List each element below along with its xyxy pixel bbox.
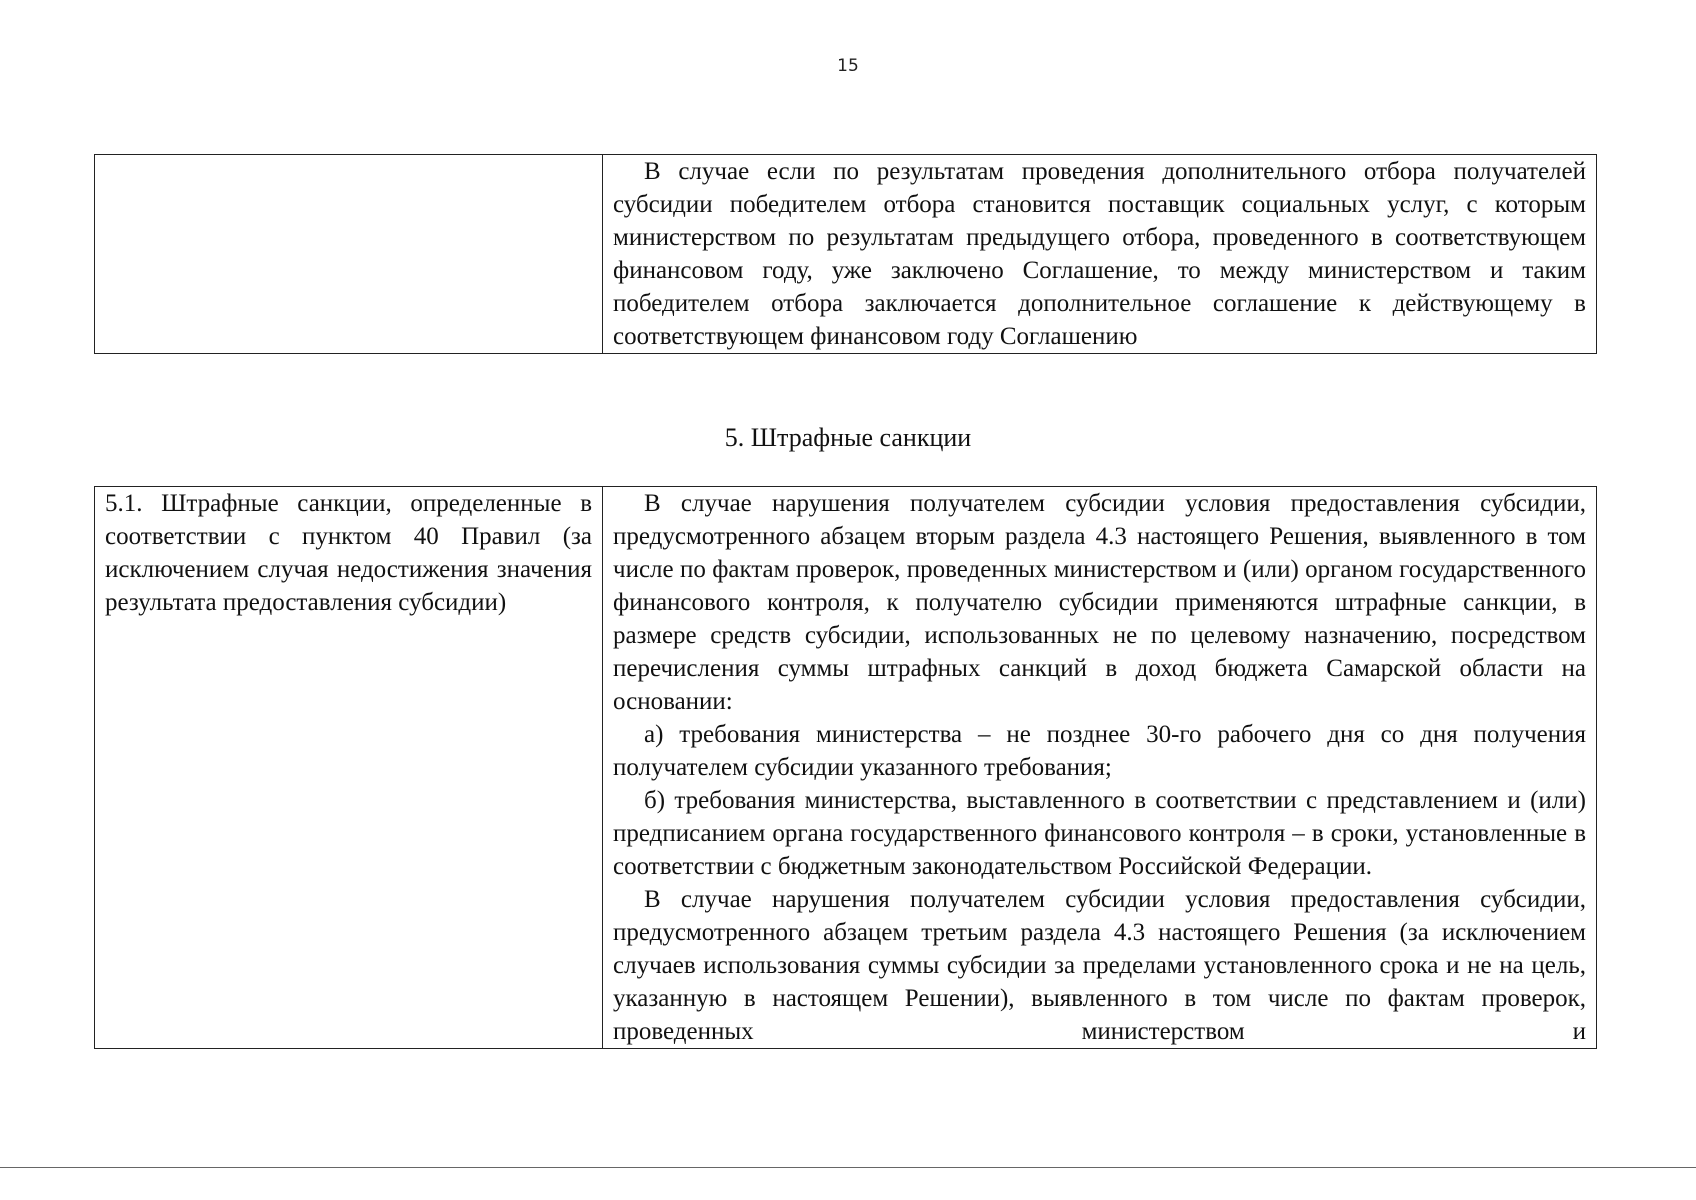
table-cell-right bbox=[603, 487, 1597, 1049]
paragraph: В случае нарушения получателем субсидии условия предоставления субсидии, предусмотренного абзацем вторым раздела 4.3 настоящего Решения, выявленного в том числе по фактам проверок, проведенных министерством и (или) органом государственного финансового контроля, к получателю субсидии применяются штрафные санкции, в размере средств субсидии, использованных не по целевому назначению, посредством перечисления суммы штрафных санкций в доход бюджета Самарской области на основании: bbox=[613, 490, 1586, 715]
table-row bbox=[95, 487, 1597, 1049]
table-cell-right bbox=[603, 155, 1597, 354]
page-number: 15 bbox=[837, 56, 859, 76]
paragraph: В случае нарушения получателем субсидии условия предоставления субсидии, предусмотренного абзацем третьим раздела 4.3 настоящего Решения (за исключением случаев использования суммы субсидии за пределами установленного срока и не на цель, указанную в настоящем Решении), выявленного в том числе по фактам проверок, проведенных министерством и bbox=[613, 886, 1586, 1045]
clause-title: 5.1. Штрафные санкции, определенные в соответствии с пунктом 40 Правил (за исключением случая недостижения значения результата предоставления субсидии) bbox=[105, 490, 592, 616]
continuation-table bbox=[94, 154, 1597, 354]
section-heading: 5. Штрафные санкции bbox=[724, 423, 972, 452]
table-cell-left bbox=[95, 487, 603, 1049]
table-row bbox=[95, 155, 1597, 354]
penalties-table bbox=[94, 486, 1597, 1049]
page-bottom-rule bbox=[0, 1167, 1696, 1168]
paragraph: В случае если по результатам проведения дополнительного отбора получателей субсидии победителем отбора становится поставщик социальных услуг, с которым министерством по результатам предыдущего отбора, проведенного в соответствующем финансовом году, уже заключено Соглашение, то между министерством и таким победителем отбора заключается дополнительное соглашение к действующему в соответствующем финансовом году Соглашению bbox=[613, 158, 1586, 350]
table-cell-left-empty bbox=[95, 155, 603, 354]
paragraph: б) требования министерства, выставленного в соответствии с представлением и (или) предписанием органа государственного финансового контроля – в сроки, установленные в соответствии с бюджетным законодательством Российской Федерации. bbox=[613, 787, 1586, 880]
paragraph: а) требования министерства – не позднее 30-го рабочего дня со дня получения получателем субсидии указанного требования; bbox=[613, 721, 1586, 781]
